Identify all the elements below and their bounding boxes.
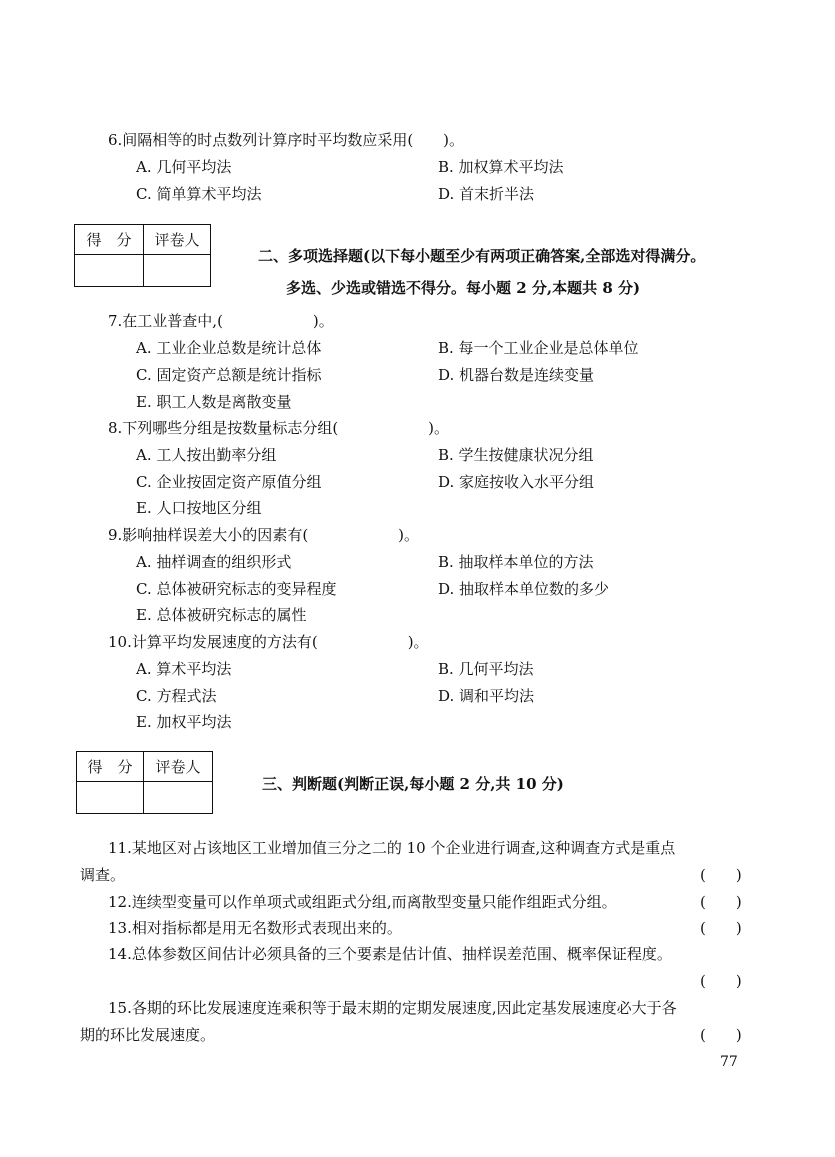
q9-option-a: A. 抽样调查的组织形式 — [136, 553, 292, 571]
q8-option-c: C. 企业按固定资产原值分组 — [136, 473, 322, 491]
score-label: 得 分 — [77, 752, 144, 782]
q7-stem: 7.在工业普查中,( )。 — [108, 312, 334, 330]
grader-cell — [144, 255, 211, 287]
q9-option-c: C. 总体被研究标志的变异程度 — [136, 580, 337, 598]
q8-option-d: D. 家庭按收入水平分组 — [438, 473, 595, 491]
q10-option-c: C. 方程式法 — [136, 687, 217, 705]
q10-option-e: E. 加权平均法 — [136, 713, 232, 731]
q10-option-b: B. 几何平均法 — [438, 660, 534, 678]
section2-title-line2: 多选、少选或错选不得分。每小题 2 分,本题共 8 分) — [286, 279, 641, 297]
q11-line1: 11.某地区对占该地区工业增加值三分之二的 10 个企业进行调查,这种调查方式是重点 — [108, 839, 676, 857]
q9-stem: 9.影响抽样误差大小的因素有( )。 — [108, 526, 420, 544]
q12-text: 12.连续型变量可以作单项式或组距式分组,而离散型变量只能作组距式分组。 — [108, 893, 617, 911]
score-box-2 — [76, 751, 213, 814]
q11-answer-paren: ( ) — [700, 866, 742, 884]
q6-option-c: C. 简单算术平均法 — [136, 185, 262, 203]
q7-option-d: D. 机器台数是连续变量 — [438, 366, 595, 384]
q10-option-d: D. 调和平均法 — [438, 687, 535, 705]
q10-stem: 10.计算平均发展速度的方法有( )。 — [108, 633, 429, 651]
page-number: 77 — [720, 1054, 738, 1070]
section3-title: 三、判断题(判断正误,每小题 2 分,共 10 分) — [262, 775, 564, 793]
q7-option-c: C. 固定资产总额是统计指标 — [136, 366, 322, 384]
grader-label: 评卷人 — [144, 752, 213, 782]
q6-stem: 6.间隔相等的时点数列计算序时平均数应采用( )。 — [108, 131, 465, 149]
q11-line2: 调查。 — [80, 866, 126, 884]
q14-answer-paren: ( ) — [700, 972, 742, 990]
q8-stem: 8.下列哪些分组是按数量标志分组( )。 — [108, 419, 450, 437]
score-cell — [77, 782, 144, 814]
q6-option-b: B. 加权算术平均法 — [438, 158, 564, 176]
score-box-1 — [74, 224, 211, 287]
q15-line1: 15.各期的环比发展速度连乘积等于最末期的定期发展速度,因此定基发展速度必大于各 — [108, 999, 677, 1017]
q9-option-d: D. 抽取样本单位数的多少 — [438, 580, 610, 598]
q8-option-e: E. 人口按地区分组 — [136, 499, 262, 517]
q14-text: 14.总体参数区间估计必须具备的三个要素是估计值、抽样误差范围、概率保证程度。 — [108, 945, 672, 963]
section2-title-line1: 二、多项选择题(以下每小题至少有两项正确答案,全部选对得满分。 — [258, 247, 706, 265]
q7-option-b: B. 每一个工业企业是总体单位 — [438, 339, 639, 357]
q8-option-a: A. 工人按出勤率分组 — [136, 446, 277, 464]
q10-option-a: A. 算术平均法 — [136, 660, 232, 678]
q7-option-a: A. 工业企业总数是统计总体 — [136, 339, 322, 357]
q6-option-d: D. 首末折半法 — [438, 185, 535, 203]
q12-answer-paren: ( ) — [700, 893, 742, 911]
q13-answer-paren: ( ) — [700, 919, 742, 937]
q15-answer-paren: ( ) — [700, 1026, 742, 1044]
q7-option-e: E. 职工人数是离散变量 — [136, 393, 292, 411]
q13-text: 13.相对指标都是用无名数形式表现出来的。 — [108, 919, 402, 937]
score-label: 得 分 — [75, 225, 144, 255]
score-cell — [75, 255, 144, 287]
q9-option-b: B. 抽取样本单位的方法 — [438, 553, 594, 571]
grader-label: 评卷人 — [144, 225, 211, 255]
grader-cell — [144, 782, 213, 814]
q8-option-b: B. 学生按健康状况分组 — [438, 446, 594, 464]
q9-option-e: E. 总体被研究标志的属性 — [136, 606, 307, 624]
q6-option-a: A. 几何平均法 — [136, 158, 232, 176]
q15-line2: 期的环比发展速度。 — [80, 1026, 216, 1044]
